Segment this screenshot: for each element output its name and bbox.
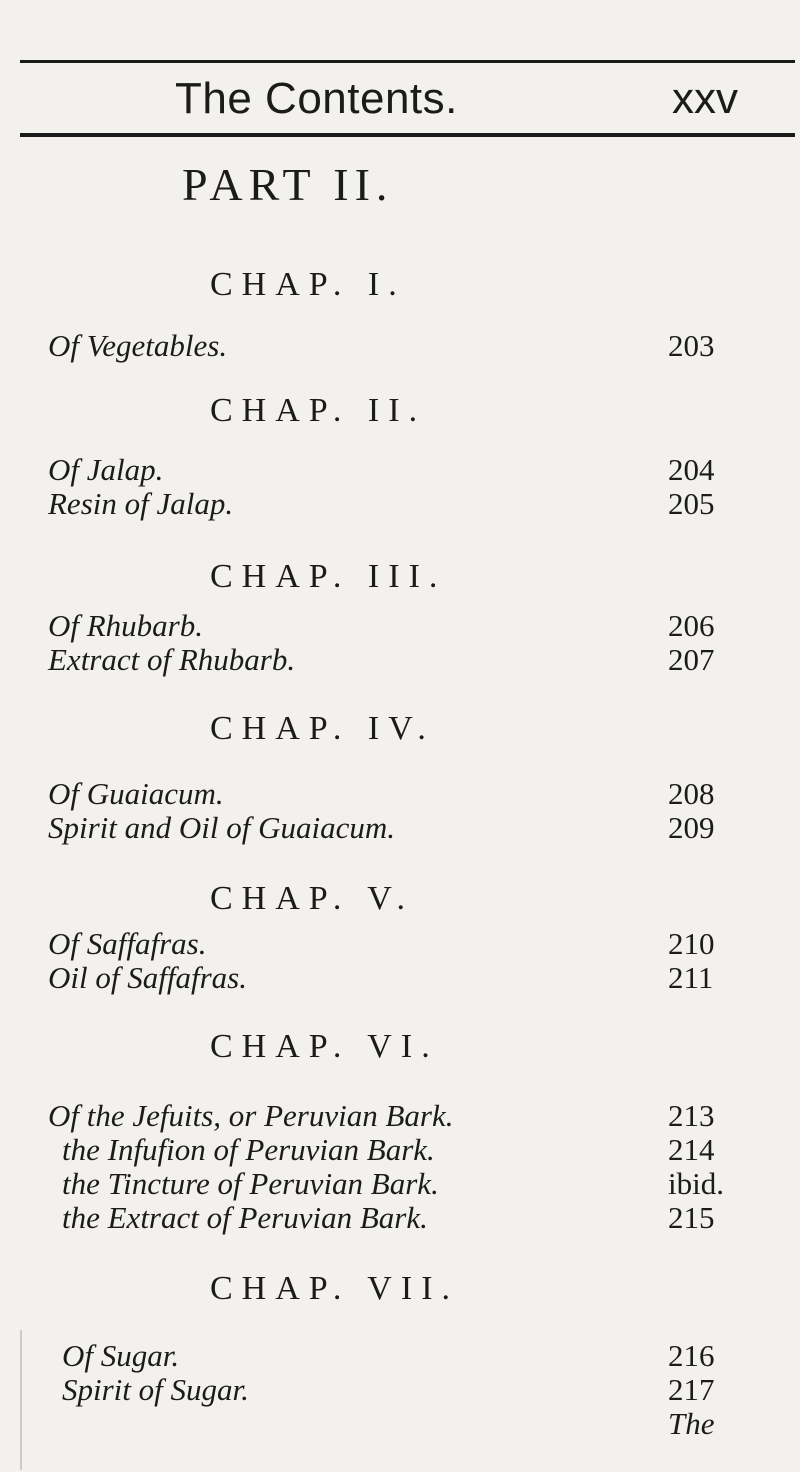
entry-page: 214 xyxy=(668,1132,715,1167)
entry-page: 204 xyxy=(668,452,715,487)
toc-entry xyxy=(0,960,800,994)
toc-entry xyxy=(0,1372,800,1406)
entry-page: 215 xyxy=(668,1200,715,1235)
toc-entry xyxy=(0,608,800,642)
entry-page: ibid. xyxy=(668,1166,724,1201)
chapter-heading-6: CHAP. VI. xyxy=(210,1028,439,1065)
entry-page: 216 xyxy=(668,1338,715,1373)
entry-title: Spirit of Sugar. xyxy=(62,1372,249,1407)
toc-entry xyxy=(0,1338,800,1372)
entry-title: Of Vegetables. xyxy=(48,328,228,363)
running-head xyxy=(0,70,800,130)
entry-title: the Tincture of Peruvian Bark. xyxy=(62,1166,439,1201)
toc-entry xyxy=(0,452,800,486)
page-edge-shadow xyxy=(20,1330,22,1470)
toc-entry xyxy=(0,328,800,362)
toc-entry xyxy=(0,1166,800,1200)
catchword: The xyxy=(668,1406,715,1441)
entry-page: 217 xyxy=(668,1372,715,1407)
toc-entry xyxy=(0,776,800,810)
part-title: PART II. xyxy=(182,159,394,210)
top-rule xyxy=(20,60,795,63)
toc-entry xyxy=(0,1098,800,1132)
entry-title: Oil of Saffafras. xyxy=(48,960,247,995)
entry-title: Extract of Rhubarb. xyxy=(48,642,296,677)
entry-page: 209 xyxy=(668,810,715,845)
entry-page: 207 xyxy=(668,642,715,677)
entry-page: 213 xyxy=(668,1098,715,1133)
running-head-page-number: xxv xyxy=(672,74,738,123)
entry-title: the Extract of Peruvian Bark. xyxy=(62,1200,428,1235)
entry-title: Resin of Jalap. xyxy=(48,486,234,521)
chapter-heading-1: CHAP. I. xyxy=(210,266,406,303)
chapter-heading-4: CHAP. IV. xyxy=(210,710,435,747)
chapter-heading-2: CHAP. II. xyxy=(210,392,427,429)
entry-title: Of Sugar. xyxy=(62,1338,180,1373)
entry-page: 205 xyxy=(668,486,715,521)
entry-title: Of Guaiacum. xyxy=(48,776,224,811)
entry-title: Of the Jefuits, or Peruvian Bark. xyxy=(48,1098,454,1133)
chapter-heading-7: CHAP. VII. xyxy=(210,1270,460,1307)
toc-entry xyxy=(0,486,800,520)
entry-title: Of Saffafras. xyxy=(48,926,207,961)
entry-page: 211 xyxy=(668,960,714,995)
toc-entry xyxy=(0,926,800,960)
bottom-rule xyxy=(20,133,795,137)
entry-page: 210 xyxy=(668,926,715,961)
toc-entry xyxy=(0,1200,800,1234)
entry-title: Of Rhubarb. xyxy=(48,608,203,643)
toc-entry xyxy=(0,1132,800,1166)
entry-title: Spirit and Oil of Guaiacum. xyxy=(48,810,396,845)
toc-entry xyxy=(0,642,800,676)
entry-page: 206 xyxy=(668,608,715,643)
entry-page: 203 xyxy=(668,328,715,363)
running-head-title: The Contents. xyxy=(175,74,458,123)
entry-title: the Infufion of Peruvian Bark. xyxy=(62,1132,435,1167)
entry-page: 208 xyxy=(668,776,715,811)
chapter-heading-3: CHAP. III. xyxy=(210,558,447,595)
entry-title: Of Jalap. xyxy=(48,452,164,487)
chapter-heading-5: CHAP. V. xyxy=(210,880,414,917)
toc-entry xyxy=(0,810,800,844)
